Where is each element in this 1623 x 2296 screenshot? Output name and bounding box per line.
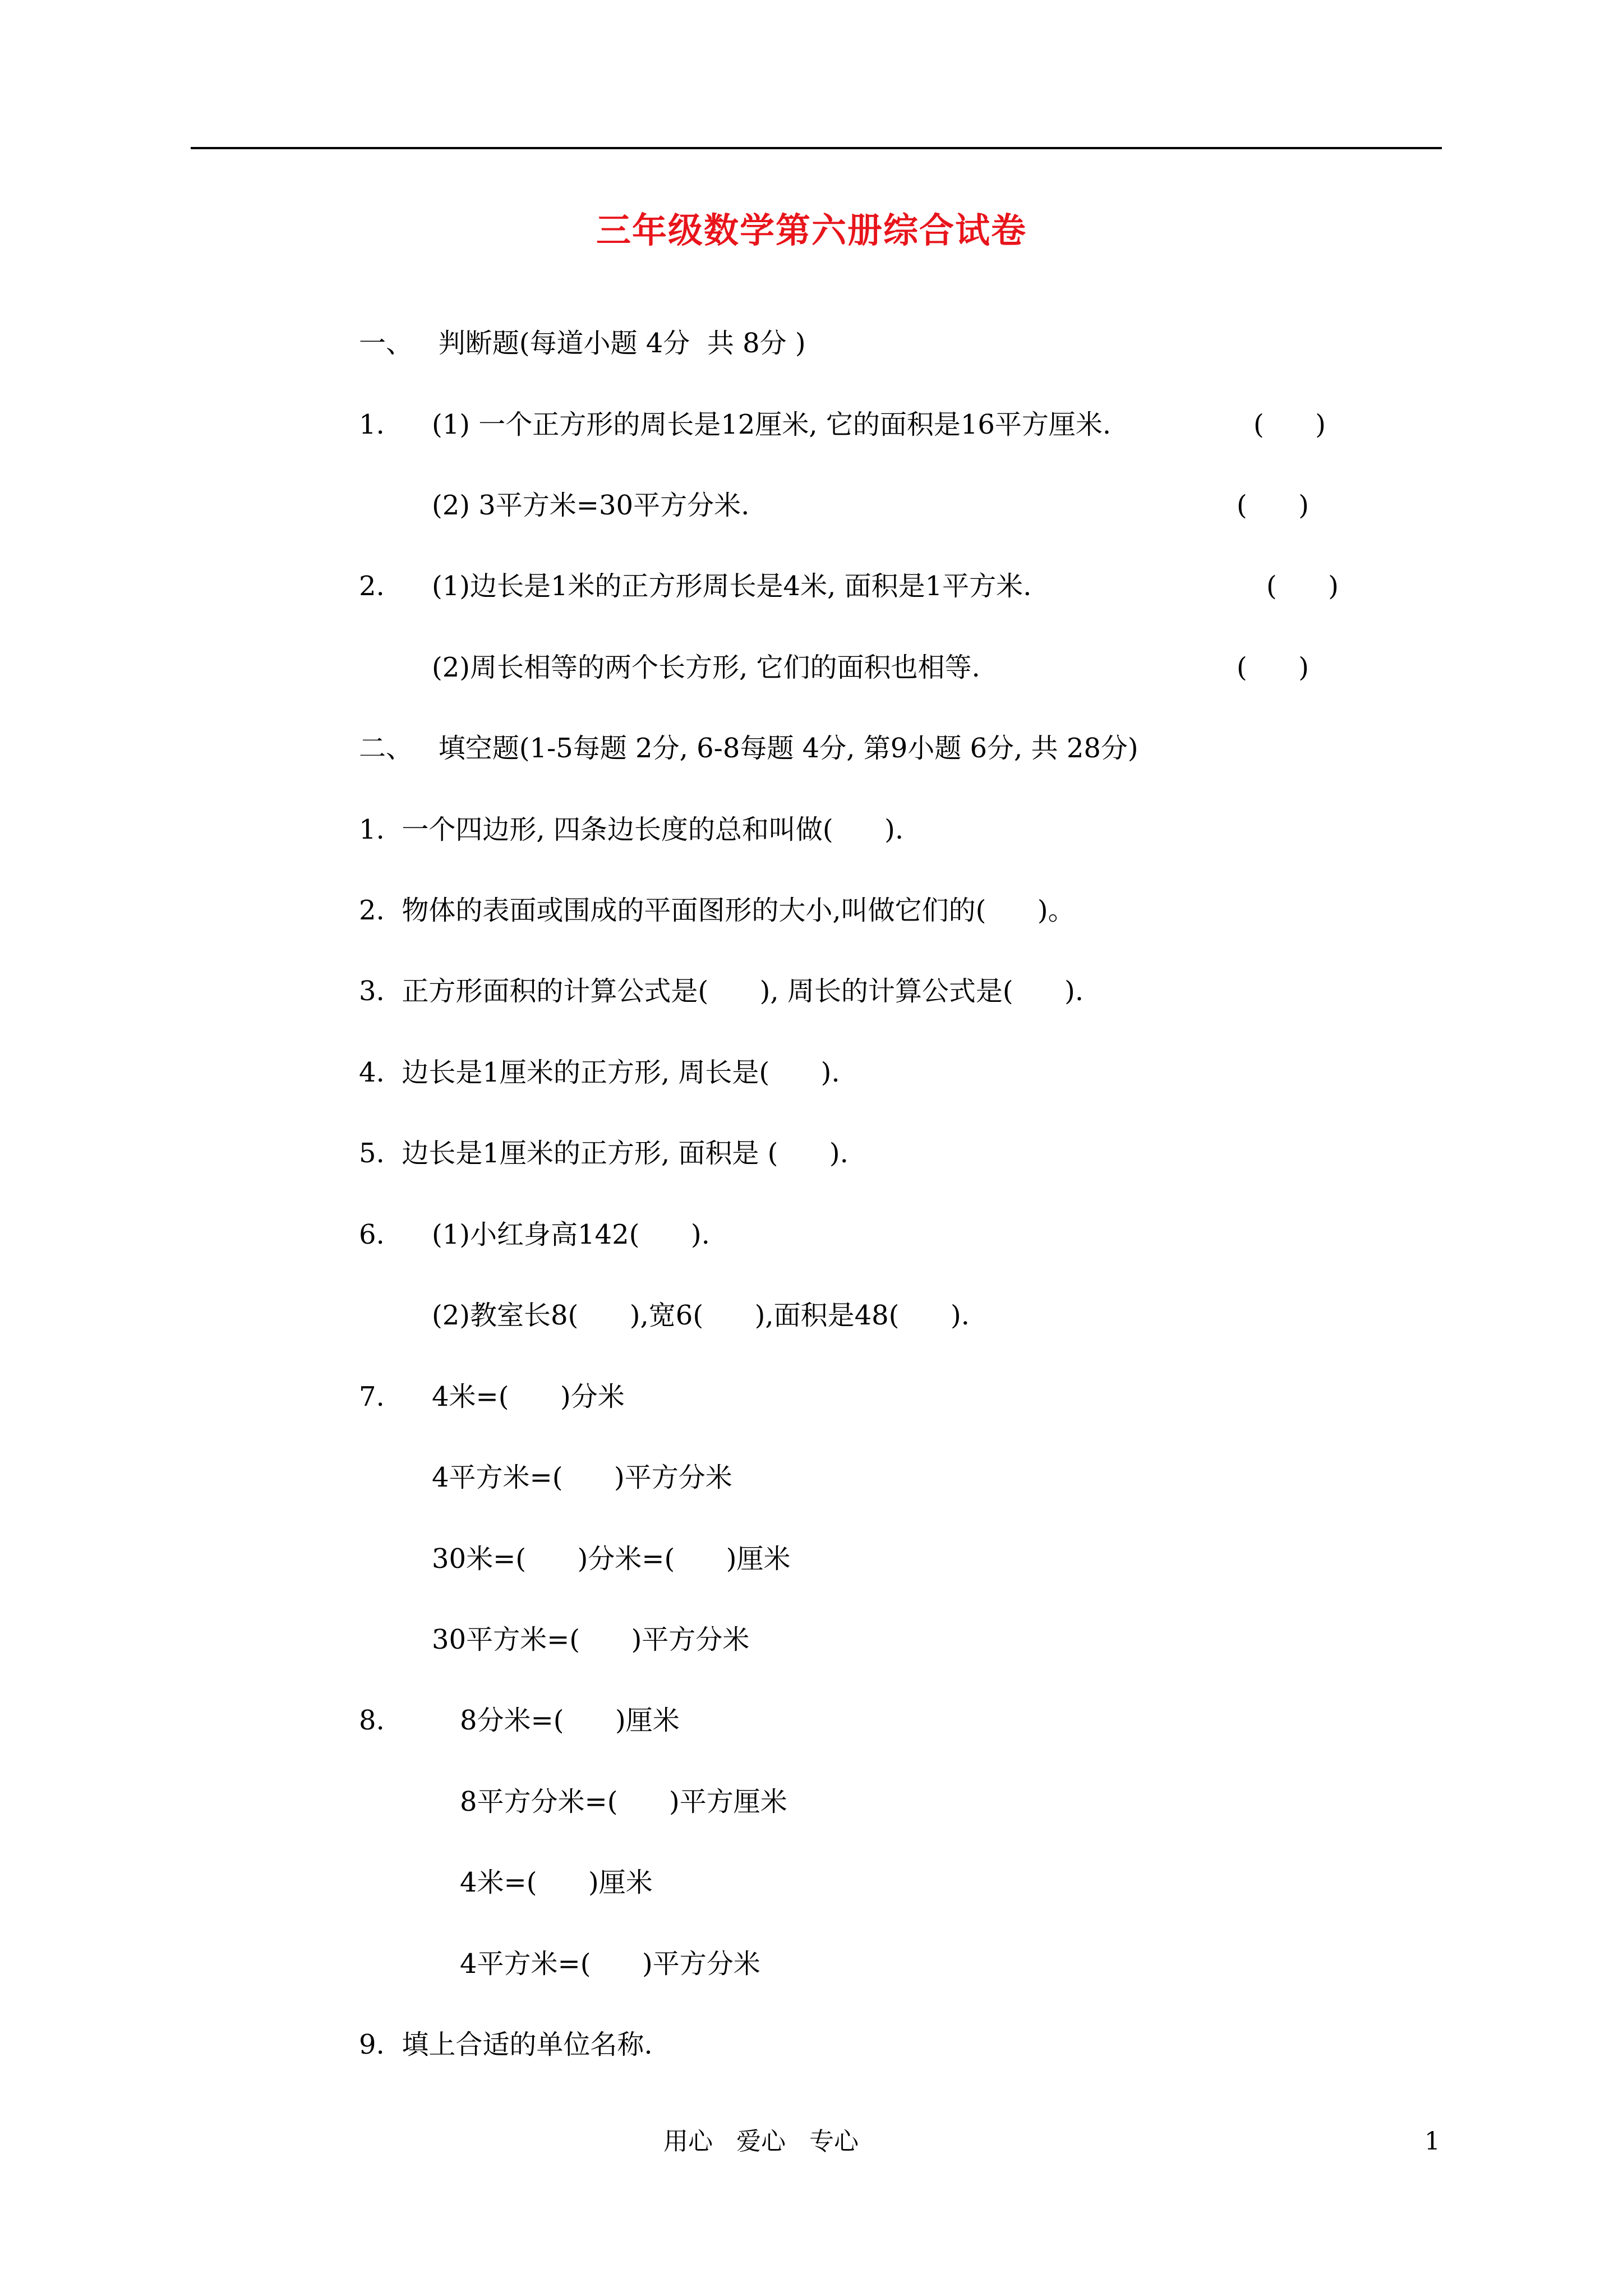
s2-q9: 9. 填上合适的单位名称. — [359, 2029, 653, 2060]
s2-q8-number: 8. — [359, 1705, 385, 1736]
page-title: 三年级数学第六册综合试卷 — [596, 210, 1027, 251]
s2-q7-line-b: 4平方米=( )平方分米 — [432, 1462, 732, 1493]
q1-a-answer-blank: ( ) — [1253, 409, 1326, 440]
s2-q4: 4. 边长是1厘米的正方形, 周长是( ). — [359, 1057, 840, 1088]
page-number: 1 — [1424, 2127, 1440, 2156]
q2-a-answer-blank: ( ) — [1266, 570, 1339, 602]
q2-number: 2. — [359, 570, 385, 602]
q1-b-answer-blank: ( ) — [1237, 490, 1309, 521]
s2-q7-line-c: 30米=( )分米=( )厘米 — [432, 1543, 791, 1575]
q2-b-answer-blank: ( ) — [1237, 652, 1309, 683]
q1-number: 1. — [359, 409, 385, 440]
header-rule — [191, 147, 1442, 149]
section1-heading: 一、 判断题(每道小题 4分 共 8分 ) — [359, 328, 806, 359]
s2-q8-line-d: 4平方米=( )平方分米 — [460, 1948, 760, 1980]
footer-motto: 用心 爱心 专心 — [663, 2127, 859, 2156]
s2-q8-line-c: 4米=( )厘米 — [460, 1867, 653, 1898]
s2-q1: 1. 一个四边形, 四条边长度的总和叫做( ). — [359, 814, 904, 845]
q2-part-b: (2)周长相等的两个长方形, 它们的面积也相等. — [432, 652, 980, 683]
q2-part-a: (1)边长是1米的正方形周长是4米, 面积是1平方米. — [432, 570, 1032, 602]
s2-q6-part-b: (2)教室长8( ),宽6( ),面积是48( ). — [432, 1300, 970, 1331]
s2-q7-line-a: 4米=( )分米 — [432, 1381, 625, 1412]
s2-q6-part-a: (1)小红身高142( ). — [432, 1219, 710, 1250]
s2-q6-number: 6. — [359, 1219, 385, 1250]
q1-part-a: (1) 一个正方形的周长是12厘米, 它的面积是16平方厘米. — [432, 409, 1112, 440]
s2-q8-line-a: 8分米=( )厘米 — [460, 1705, 680, 1736]
s2-q2: 2. 物体的表面或围成的平面图形的大小,叫做它们的( )。 — [359, 895, 1075, 926]
s2-q7-line-d: 30平方米=( )平方分米 — [432, 1624, 750, 1655]
section2-heading: 二、 填空题(1-5每题 2分, 6-8每题 4分, 第9小题 6分, 共 28分) — [359, 733, 1138, 764]
s2-q7-number: 7. — [359, 1381, 385, 1412]
q1-part-b: (2) 3平方米=30平方分米. — [432, 490, 750, 521]
s2-q3: 3. 正方形面积的计算公式是( ), 周长的计算公式是( ). — [359, 976, 1084, 1007]
s2-q8-line-b: 8平方分米=( )平方厘米 — [460, 1786, 787, 1818]
s2-q5: 5. 边长是1厘米的正方形, 面积是 ( ). — [359, 1138, 849, 1169]
